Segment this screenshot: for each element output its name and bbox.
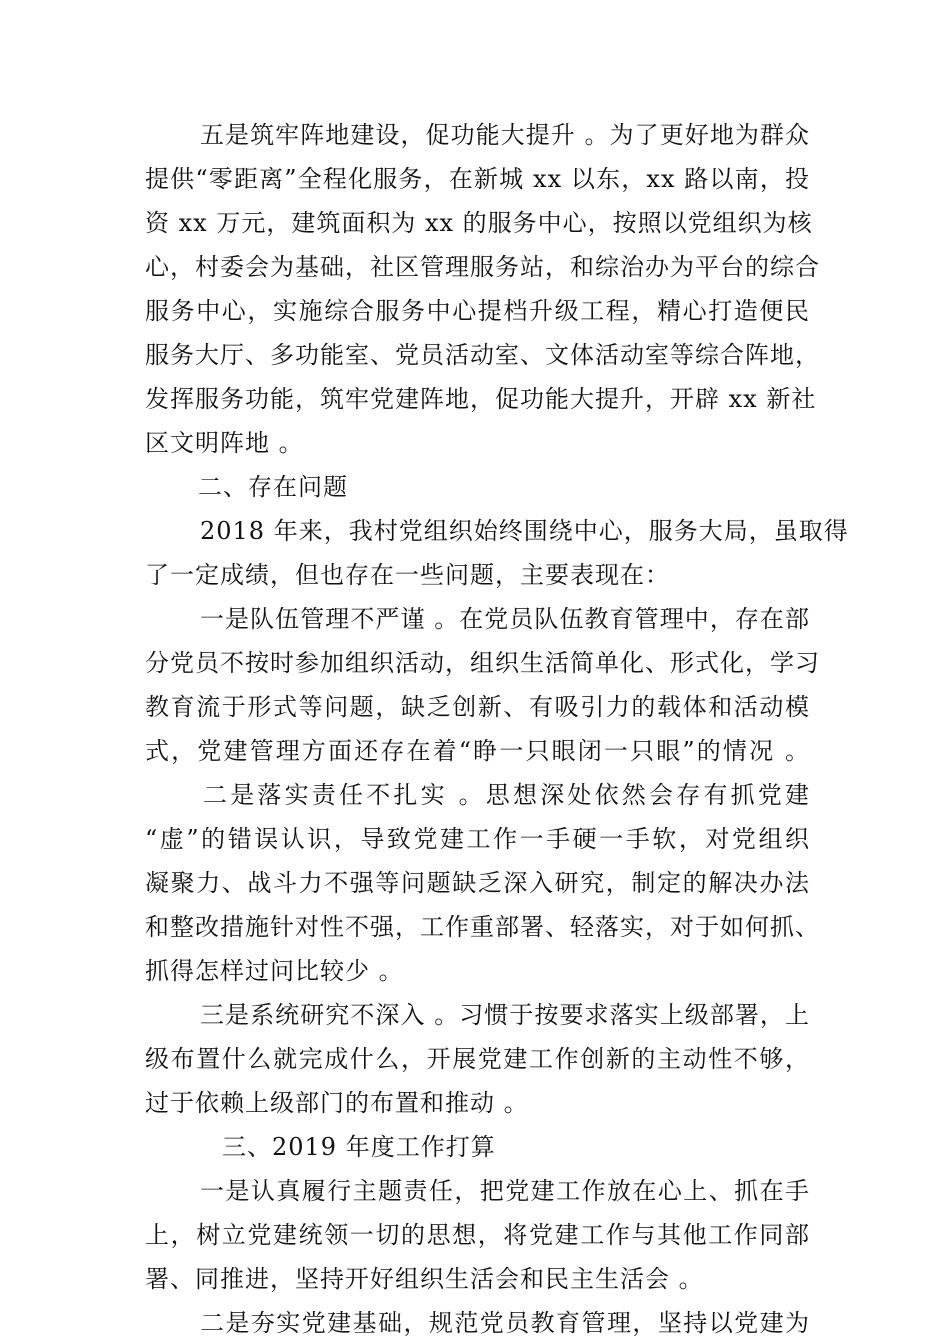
paragraph-line: 署、同推进，坚持开好组织生活会和民主生活会 。 — [145, 1265, 704, 1293]
paragraph-line: 2018 年来，我村党组织始终围绕中心，服务大局，虽取得 — [200, 517, 849, 545]
paragraph-line: 上，树立党建统领一切的思想，将党建工作与其他工作同部 — [145, 1221, 810, 1249]
paragraph-line: 提供“零距离”全程化服务，在新城 xx 以东，xx 路以南，投 — [145, 165, 810, 193]
paragraph-line: 区文明阵地 。 — [145, 429, 304, 457]
section-heading: 二、存在问题 — [198, 473, 348, 501]
paragraph-line: 教育流于形式等问题，缺乏创新、有吸引力的载体和活动模 — [145, 693, 810, 721]
paragraph-line: 五是筑牢阵地建设，促功能大提升 。为了更好地为群众 — [200, 121, 810, 149]
paragraph-line: 抓得怎样过问比较少 。 — [145, 957, 404, 985]
paragraph-line: 二是落实责任不扎实 。思想深处依然会存有抓党建 — [203, 781, 810, 809]
paragraph-line: 凝聚力、战斗力不强等问题缺乏深入研究，制定的解决办法 — [145, 869, 810, 897]
paragraph-line: 心，村委会为基础，社区管理服务站，和综治办为平台的综合 — [145, 253, 820, 281]
paragraph-line: 和整改措施针对性不强，工作重部署、轻落实，对于如何抓、 — [145, 913, 820, 941]
section-heading: 三、2019 年度工作打算 — [222, 1133, 496, 1161]
paragraph-line: 级布置什么就完成什么，开展党建工作创新的主动性不够， — [145, 1045, 810, 1073]
paragraph-line: 服务大厅、多功能室、党员活动室、文体活动室等综合阵地， — [145, 341, 820, 369]
paragraph-line: 三是系统研究不深入 。习惯于按要求落实上级部署，上 — [200, 1001, 810, 1029]
paragraph-line: 服务中心，实施综合服务中心提档升级工程，精心打造便民 — [145, 297, 810, 325]
paragraph-line: 式，党建管理方面还存在着“睁一只眼闭一只眼”的情况 。 — [145, 737, 810, 765]
paragraph-line: 二是夯实党建基础，规范党员教育管理，坚持以党建为 — [200, 1309, 810, 1337]
paragraph-line: 发挥服务功能，筑牢党建阵地，促功能大提升，开辟 xx 新社 — [145, 385, 817, 413]
paragraph-line: 一是认真履行主题责任，把党建工作放在心上、抓在手 — [200, 1177, 810, 1205]
paragraph-line: 分党员不按时参加组织活动，组织生活简单化、形式化，学习 — [145, 649, 820, 677]
paragraph-line: 了一定成绩，但也存在一些问题，主要表现在： — [145, 561, 670, 589]
paragraph-line: 过于依赖上级部门的布置和推动 。 — [145, 1089, 529, 1117]
paragraph-line: “虚”的错误认识，导致党建工作一手硬一手软，对党组织 — [145, 825, 810, 853]
paragraph-line: 一是队伍管理不严谨 。在党员队伍教育管理中，存在部 — [200, 605, 810, 633]
paragraph-line: 资 xx 万元，建筑面积为 xx 的服务中心，按照以党组织为核 — [145, 209, 813, 237]
